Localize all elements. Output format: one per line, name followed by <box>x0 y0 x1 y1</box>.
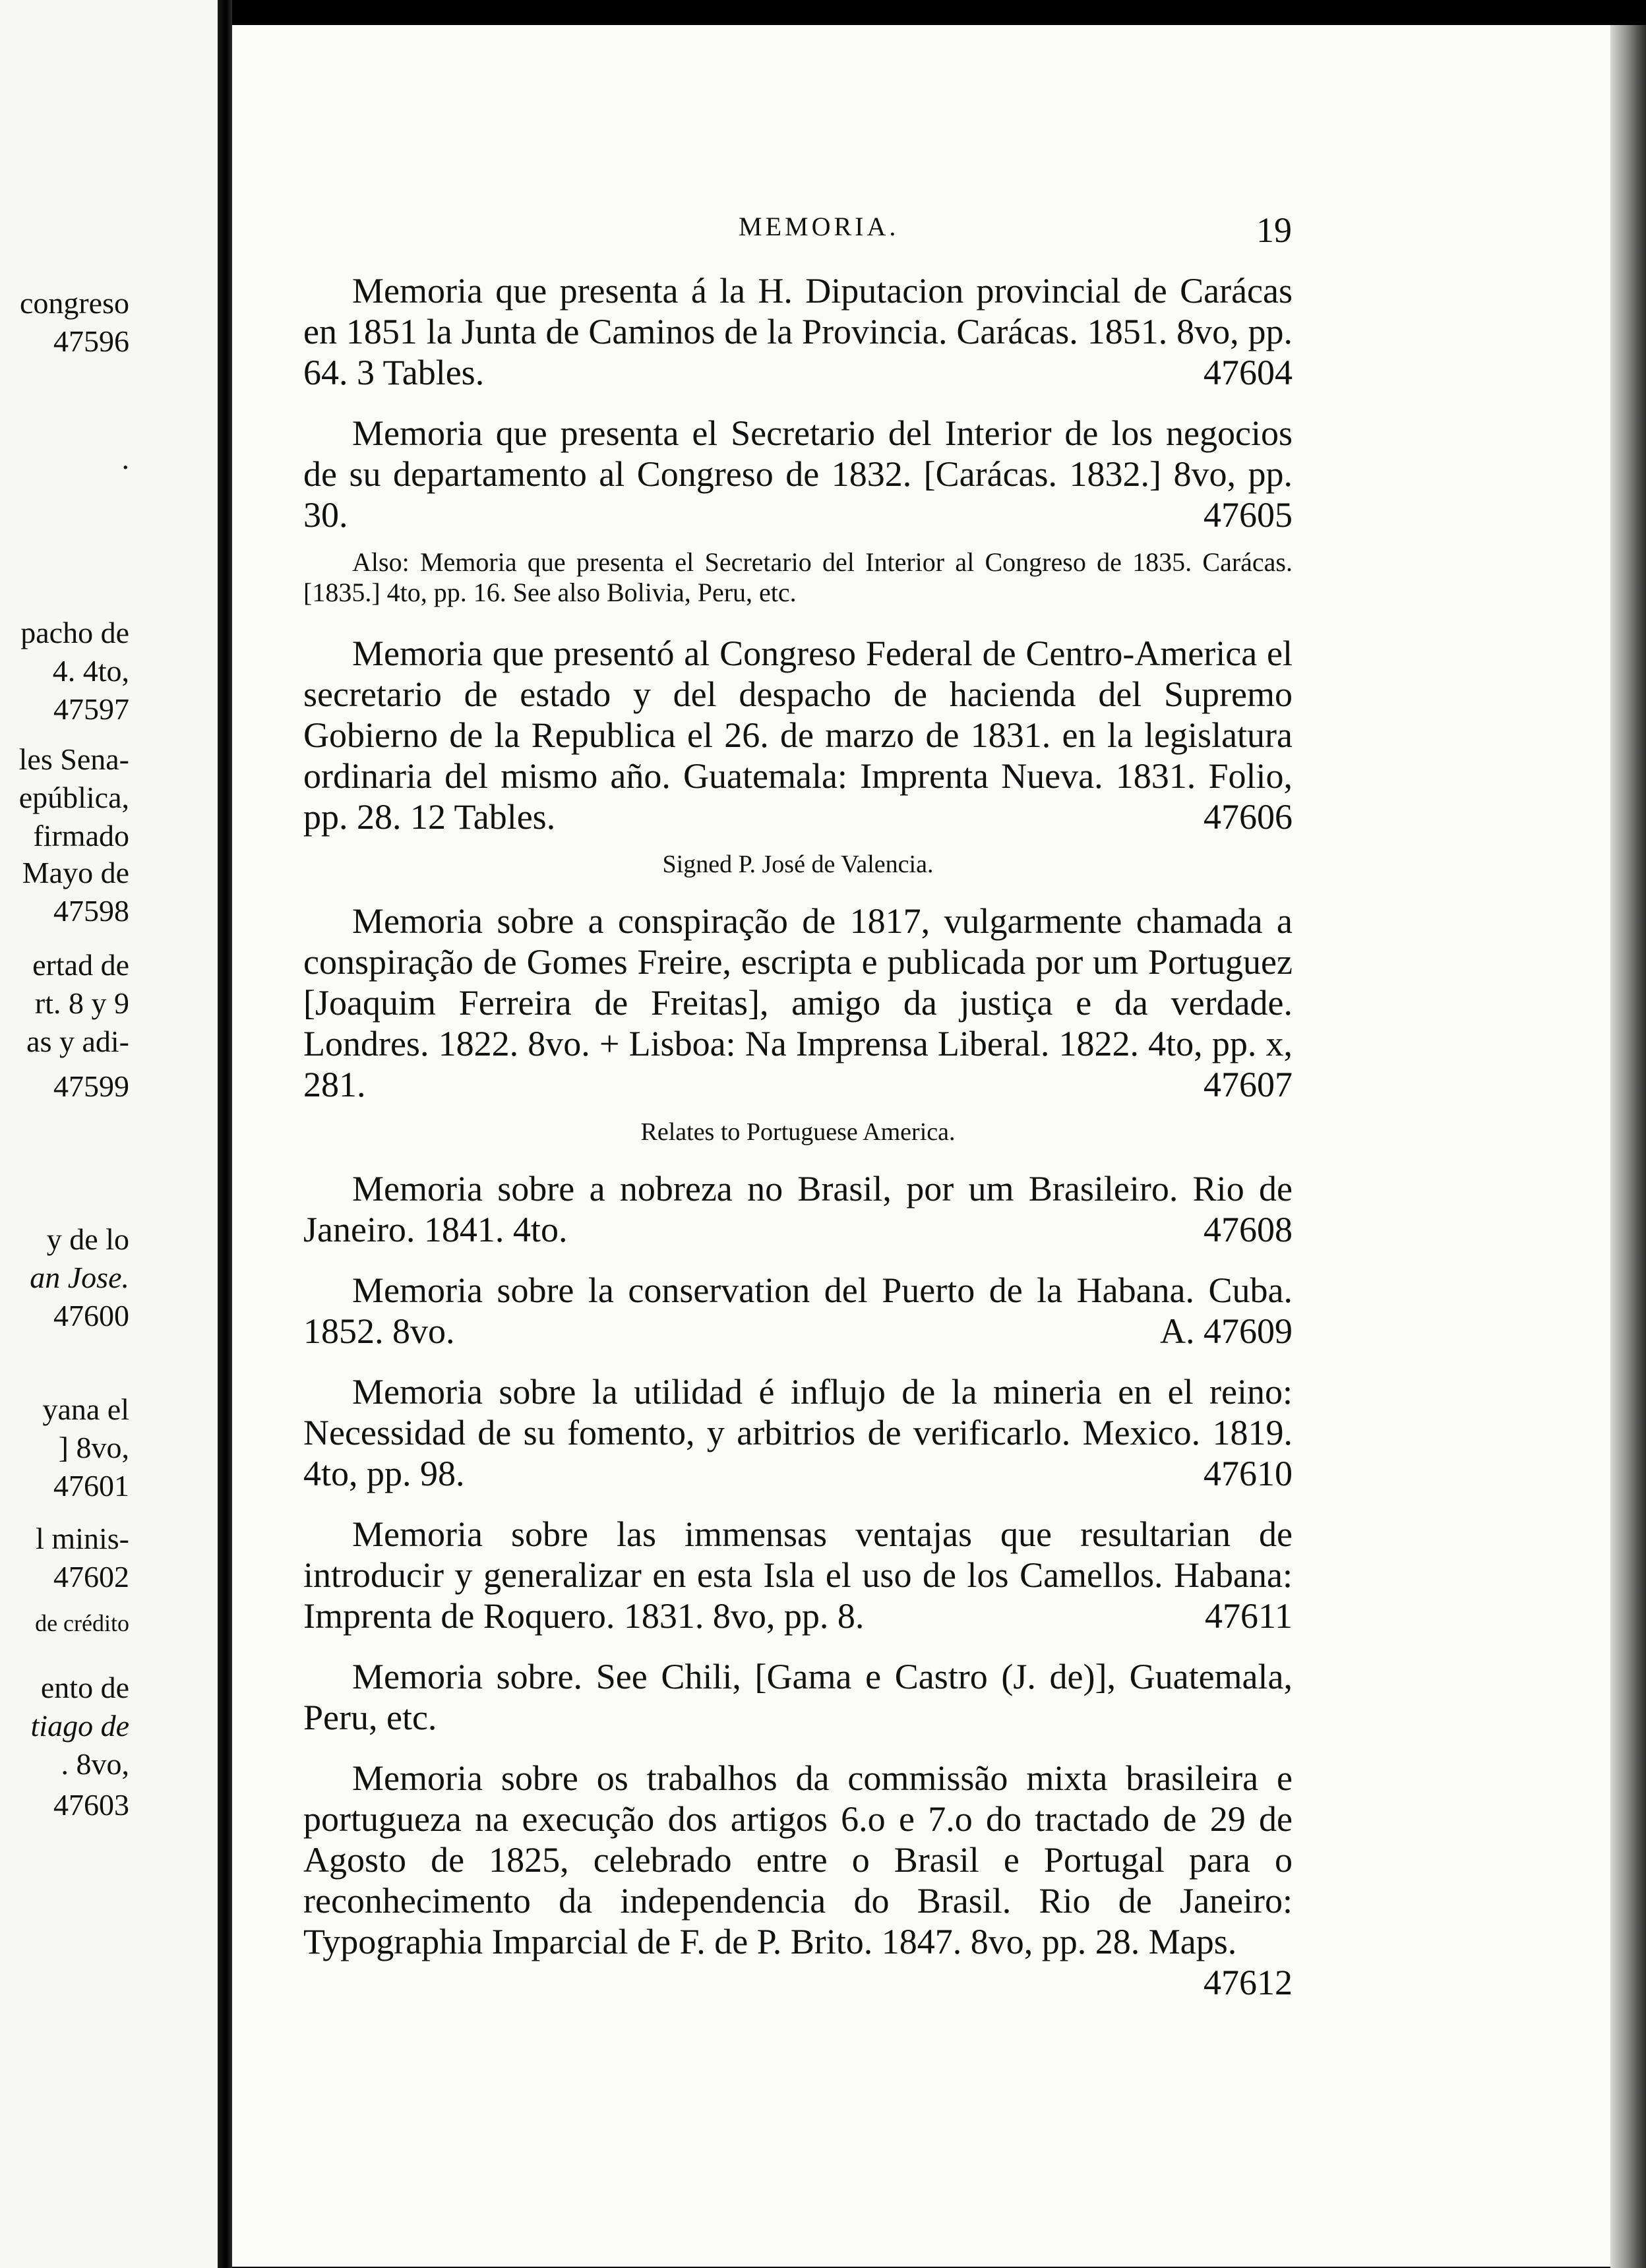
entry-number: 47612 <box>1204 1963 1293 2002</box>
left-text-line: Mayo de <box>22 856 129 889</box>
left-text-line: l minis- <box>36 1522 129 1555</box>
relates-note: Relates to Portuguese America. <box>640 1118 956 1146</box>
book-gutter <box>218 0 232 2268</box>
entry-text: Memoria que presenta á la H. Diputacion provincial de Carácas en 1851 la Junta de Caminos de la Provincia. Carácas. 1851. 8vo, pp. 64. 3 Tables. <box>303 271 1293 392</box>
left-text-line: y de lo <box>46 1222 129 1256</box>
entry-number: 47607 <box>1204 1065 1293 1104</box>
left-entry-number: 47596 <box>53 324 129 358</box>
left-text-line: les Sena- <box>18 742 129 776</box>
left-text-line: ] 8vo, <box>58 1431 129 1464</box>
entry-text: Memoria sobre la utilidad é influjo de la mineria en el reino: Necessidad de su fomento, y arbitrios de verificarlo. Mexico. 1819. 4to, pp. 98. <box>303 1372 1293 1493</box>
left-entry-number: 47599 <box>53 1069 129 1103</box>
bibliography-entry <box>303 633 1293 837</box>
entry-text: Memoria sobre a conspiração de 1817, vulgarmente chamada a conspiração de Gomes Freire, escripta e publicada por um Portuguez [Joaquim Ferreira de Freitas], amigo da justiça e da verdade. Londres. 1822. 8vo. + Lisboa: Na Imprensa Liberal. 1822. 4to, pp. x, 281. <box>303 901 1293 1104</box>
entry-number: 47606 <box>1204 797 1293 837</box>
bibliography-entry <box>303 1168 1293 1250</box>
left-text-line: 4. 4to, <box>52 654 129 688</box>
left-entry-number: 47598 <box>53 894 129 928</box>
left-text-line: . <box>121 442 129 475</box>
left-entry-number: 47597 <box>53 692 129 726</box>
left-text-line: as y adi- <box>26 1025 129 1058</box>
left-text-line: congreso <box>19 286 129 320</box>
entry-text: Memoria sobre las immensas ventajas que resultarian de introducir y generalizar en esta Isla el uso de los Camellos. Habana: Imprenta de Roquero. 1831. 8vo, pp. 8. <box>303 1514 1293 1636</box>
entry-number: 47610 <box>1204 1454 1293 1493</box>
bibliography-entry <box>303 1371 1293 1494</box>
page-number: 19 <box>1256 210 1292 250</box>
left-text-line: tiago de <box>30 1709 129 1743</box>
running-head: MEMORIA. <box>739 212 899 241</box>
left-text-line: pacho de <box>20 616 129 649</box>
entry-text: Memoria que presentó al Congreso Federal de Centro-America el secretario de estado y del despacho de hacienda del Supremo Gobierno de la Republica el 26. de marzo de 1831. en la legislatura ordinaria del mismo año. Guatemala: Imprenta Nueva. 1831. Folio, pp. 28. 12 Tables. <box>303 634 1293 837</box>
left-text-line: ertad de <box>32 948 129 982</box>
entry-text: Memoria que presenta el Secretario del Interior de los negocios de su departamento al Congreso de 1832. [Carácas. 1832.] 8vo, pp. 30. <box>303 413 1293 535</box>
left-text-line: . 8vo, <box>61 1747 129 1781</box>
left-entry-number: 47600 <box>53 1299 129 1332</box>
page-edge <box>1610 25 1646 2268</box>
left-text-line: epública, <box>18 781 129 814</box>
left-entry-number: 47602 <box>53 1560 129 1594</box>
left-text-line: yana el <box>42 1392 129 1426</box>
left-text-line: rt. 8 y 9 <box>34 986 129 1020</box>
entry-number: 47608 <box>1204 1210 1293 1249</box>
bibliography-entry <box>303 1270 1293 1352</box>
also-note: Also: Memoria que presenta el Secretario del Interior al Congreso de 1835. Carácas. [1835.] 4to, pp. 16. See also Bolivia, Peru, etc. <box>303 547 1293 607</box>
left-text-line: an Jose. <box>30 1261 129 1294</box>
entry-number: A. 47609 <box>1160 1311 1293 1351</box>
left-text-line: firmado <box>33 819 129 852</box>
entry-number: 47605 <box>1204 495 1293 535</box>
entry-text: Memoria sobre la conservation del Puerto de la Habana. Cuba. 1852. 8vo. <box>303 1270 1293 1351</box>
entry-number: 47611 <box>1205 1596 1293 1636</box>
left-entry-number: 47603 <box>53 1788 129 1822</box>
left-text-line: ento de <box>40 1671 129 1704</box>
left-page-fragment <box>0 0 218 2268</box>
signed-note: Signed P. José de Valencia. <box>662 850 934 878</box>
bibliography-entry <box>303 270 1293 393</box>
bibliography-entry <box>303 1656 1293 1738</box>
bibliography-entry <box>303 901 1293 1105</box>
entry-text: Memoria sobre. See Chili, [Gama e Castro (J. de)], Guatemala, Peru, etc. <box>303 1657 1293 1737</box>
bibliography-entry <box>303 413 1293 535</box>
bibliography-entry <box>303 1514 1293 1636</box>
left-entry-number: 47601 <box>53 1469 129 1503</box>
left-note-line: de crédito <box>35 1610 129 1636</box>
entry-text: Memoria sobre a nobreza no Brasil, por um Brasileiro. Rio de Janeiro. 1841. 4to. <box>303 1169 1293 1249</box>
bibliography-entry <box>303 1758 1293 2003</box>
entry-number: 47604 <box>1204 353 1293 392</box>
bibliography-column <box>303 270 1293 2023</box>
entry-text: Memoria sobre os trabalhos da commissão mixta brasileira e portugueza na execução dos artigos 6.o e 7.o do tractado de 29 de Agosto de 1825, celebrado entre o Brasil e Portugal para o reconhecimento da independencia do Brasil. Rio de Janeiro: Typographia Imparcial de F. de P. Brito. 1847. 8vo, pp. 28. Maps. <box>303 1758 1293 1961</box>
